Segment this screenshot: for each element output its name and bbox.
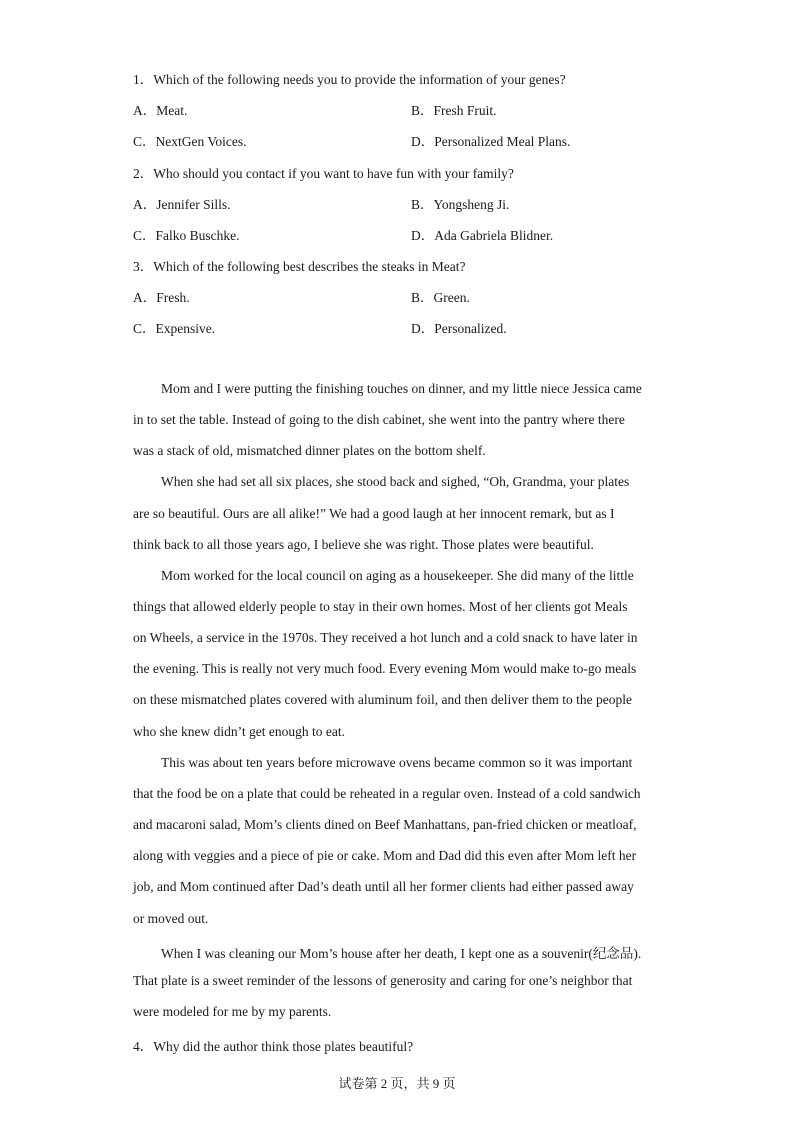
page-footer: 试卷第 2 页，共 9 页 bbox=[338, 1076, 456, 1091]
passage-line: on Wheels, a service in the 1970s. They received a hot lunch and a cold snack to have later in bbox=[133, 630, 638, 645]
passage-line: are so beautiful. Ours are all alike!” We had a good laugh at her innocent remark, but as I bbox=[133, 506, 615, 521]
question-1-option-c: C．NextGen Voices. bbox=[133, 134, 247, 149]
question-3-option-b: B．Green. bbox=[411, 290, 470, 305]
question-2-stem: 2．Who should you contact if you want to have fun with your family? bbox=[133, 166, 514, 181]
passage-line: was a stack of old, mismatched dinner plates on the bottom shelf. bbox=[133, 443, 486, 458]
question-2-option-a: A．Jennifer Sills. bbox=[133, 197, 231, 212]
passage-line: the evening. This is really not very much food. Every evening Mom would make to-go meals bbox=[133, 661, 637, 676]
passage-line: job, and Mom continued after Dad’s death until all her former clients had either passed away bbox=[133, 879, 634, 894]
question-4-stem: 4．Why did the author think those plates beautiful? bbox=[133, 1039, 414, 1054]
passage-line: When she had set all six places, she stood back and sighed, “Oh, Grandma, your plates bbox=[161, 474, 630, 489]
question-2-option-d: D．Ada Gabriela Blidner. bbox=[411, 228, 554, 243]
question-3-stem: 3．Which of the following best describes the steaks in Meat? bbox=[133, 259, 466, 274]
passage-line: Mom worked for the local council on aging as a housekeeper. She did many of the little bbox=[161, 568, 634, 583]
passage-line: think back to all those years ago, I believe she was right. Those plates were beautiful. bbox=[133, 537, 594, 552]
question-3-option-d: D．Personalized. bbox=[411, 321, 507, 336]
question-2-option-c: C．Falko Buschke. bbox=[133, 228, 240, 243]
passage-line: This was about ten years before microwave ovens became common so it was important bbox=[161, 755, 633, 770]
question-1-option-b: B．Fresh Fruit. bbox=[411, 103, 497, 118]
question-3-option-a: A．Fresh. bbox=[133, 290, 190, 305]
passage-line: When I was cleaning our Mom’s house after her death, I kept one as a souvenir(纪念品). bbox=[161, 946, 642, 961]
passage-line: or moved out. bbox=[133, 911, 209, 926]
passage-line: on these mismatched plates covered with aluminum foil, and then deliver them to the people bbox=[133, 692, 632, 707]
question-2-option-b: B．Yongsheng Ji. bbox=[411, 197, 510, 212]
passage-line: that the food be on a plate that could be reheated in a regular oven. Instead of a cold sandwich bbox=[133, 786, 641, 801]
passage-line: along with veggies and a piece of pie or cake. Mom and Dad did this even after Mom left her bbox=[133, 848, 637, 863]
passage-line: things that allowed elderly people to stay in their own homes. Most of her clients got Meals bbox=[133, 599, 628, 614]
question-1-stem: 1．Which of the following needs you to provide the information of your genes? bbox=[133, 72, 566, 87]
passage-line: Mom and I were putting the finishing touches on dinner, and my little niece Jessica came bbox=[161, 381, 642, 396]
question-1-option-a: A．Meat. bbox=[133, 103, 188, 118]
question-1-option-d: D．Personalized Meal Plans. bbox=[411, 134, 571, 149]
passage-line: in to set the table. Instead of going to the dish cabinet, she went into the pantry where there bbox=[133, 412, 625, 427]
passage-line: That plate is a sweet reminder of the lessons of generosity and caring for one’s neighbor that bbox=[133, 973, 633, 988]
passage-line: were modeled for me by my parents. bbox=[133, 1004, 332, 1019]
passage-line: and macaroni salad, Mom’s clients dined on Beef Manhattans, pan-fried chicken or meatloaf, bbox=[133, 817, 637, 832]
question-3-option-c: C．Expensive. bbox=[133, 321, 216, 336]
passage-line: who she knew didn’t get enough to eat. bbox=[133, 724, 345, 739]
